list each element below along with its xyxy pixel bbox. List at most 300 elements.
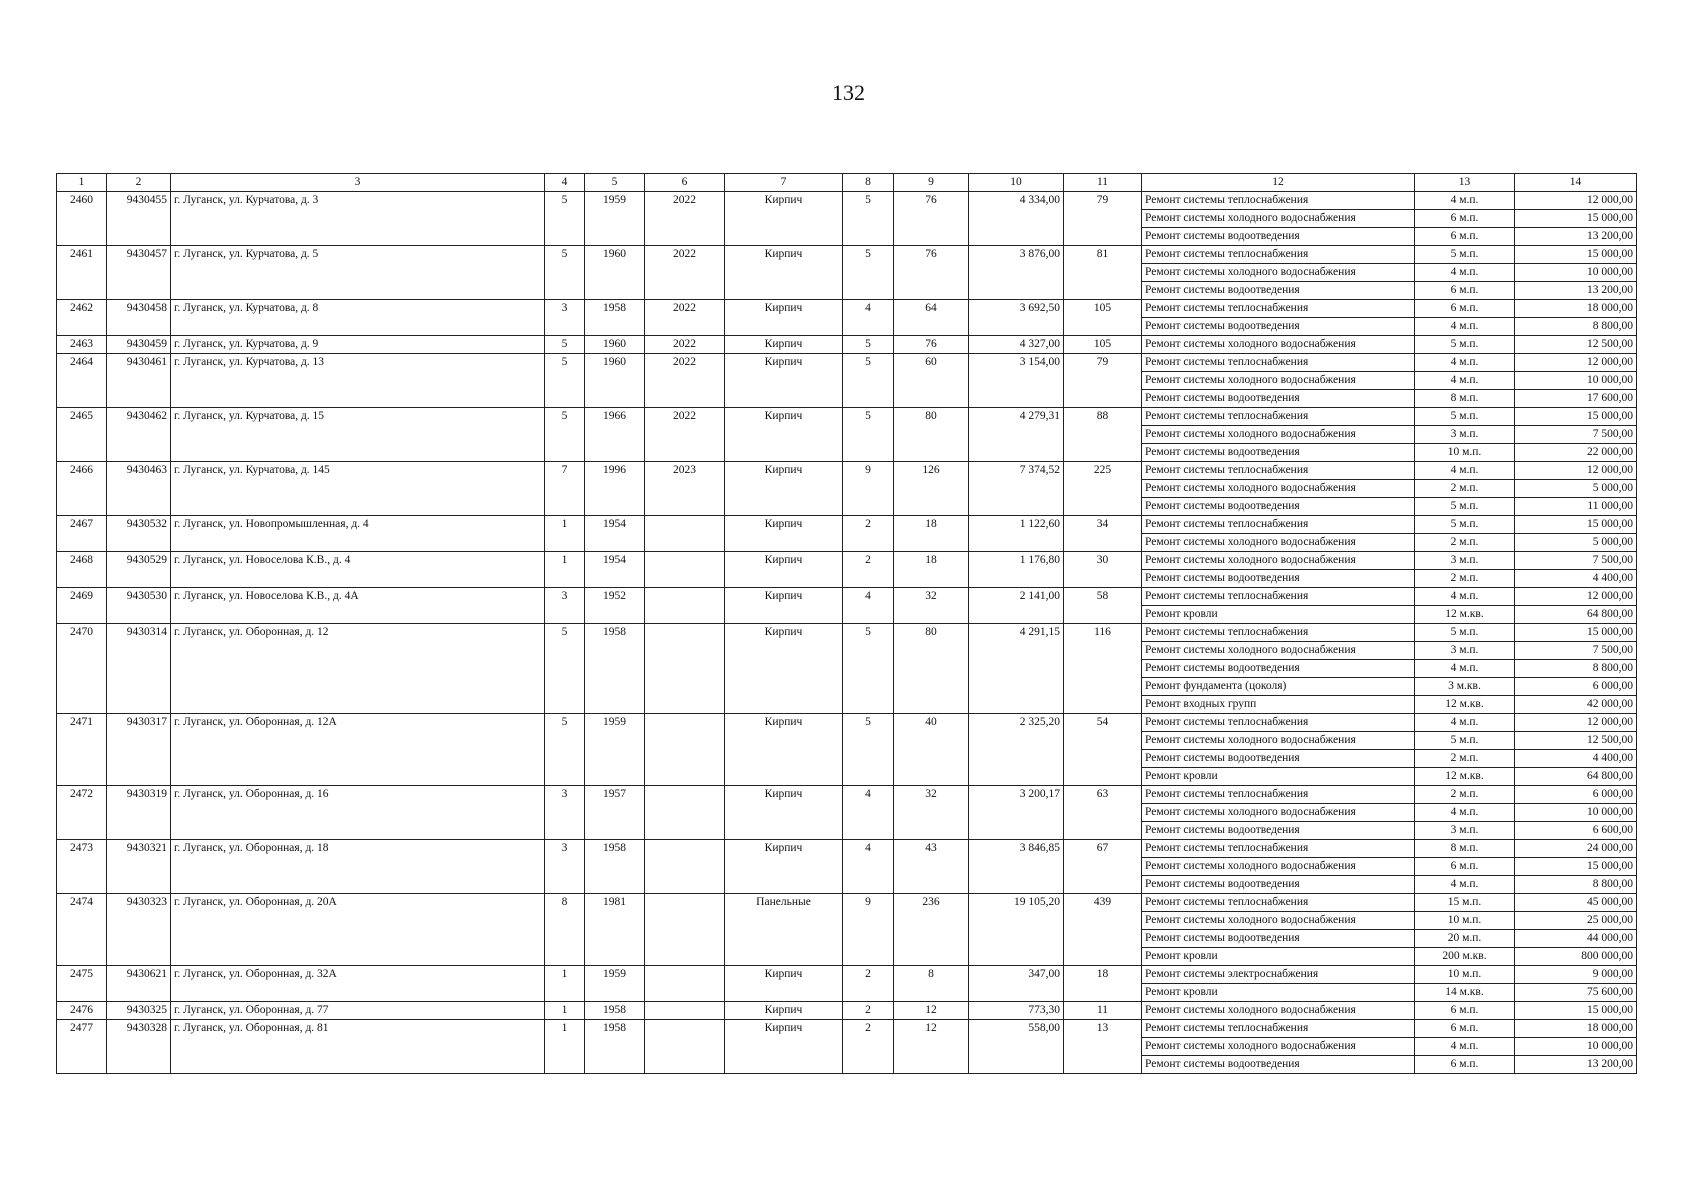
year-built-cell: 1959 [585, 966, 645, 1002]
table-row [57, 462, 1637, 480]
work-type-cell: Ремонт системы теплоснабжения [1142, 246, 1415, 264]
work-volume-cell: 3 м.п. [1415, 426, 1515, 444]
apartments-cell: 80 [894, 408, 969, 462]
work-volume-cell: 6 м.п. [1415, 300, 1515, 318]
wall-material-cell: Кирпич [725, 192, 843, 246]
table-row [57, 408, 1637, 426]
planned-year-cell [645, 1002, 725, 1020]
work-volume-cell: 4 м.п. [1415, 1038, 1515, 1056]
object-code: 9430529 [107, 552, 171, 588]
floors-cell: 3 [545, 300, 585, 336]
work-volume-cell: 5 м.п. [1415, 336, 1515, 354]
work-volume-cell: 6 м.п. [1415, 228, 1515, 246]
row-number: 2477 [57, 1020, 107, 1074]
row-number: 2472 [57, 786, 107, 840]
table-row [57, 192, 1637, 210]
area-cell: 3 876,00 [969, 246, 1064, 300]
work-type-cell: Ремонт системы холодного водоснабжения [1142, 1038, 1415, 1056]
work-cost-cell: 18 000,00 [1515, 1020, 1637, 1038]
apartments-cell: 40 [894, 714, 969, 786]
floors-cell: 5 [545, 714, 585, 786]
work-cost-cell: 15 000,00 [1515, 210, 1637, 228]
column-8-cell: 5 [843, 336, 894, 354]
object-code: 9430323 [107, 894, 171, 966]
residents-cell: 79 [1064, 354, 1142, 408]
apartments-cell: 126 [894, 462, 969, 516]
work-cost-cell: 5 000,00 [1515, 534, 1637, 552]
work-cost-cell: 15 000,00 [1515, 516, 1637, 534]
area-cell: 4 291,15 [969, 624, 1064, 714]
work-volume-cell: 2 м.п. [1415, 570, 1515, 588]
address-cell: г. Луганск, ул. Оборонная, д. 32А [171, 966, 545, 1002]
work-volume-cell: 12 м.кв. [1415, 768, 1515, 786]
residents-cell: 58 [1064, 588, 1142, 624]
work-type-cell: Ремонт системы теплоснабжения [1142, 192, 1415, 210]
year-built-cell: 1959 [585, 192, 645, 246]
year-built-cell: 1958 [585, 1002, 645, 1020]
work-cost-cell: 13 200,00 [1515, 1056, 1637, 1074]
apartments-cell: 64 [894, 300, 969, 336]
table-row [57, 354, 1637, 372]
column-8-cell: 4 [843, 786, 894, 840]
work-volume-cell: 2 м.п. [1415, 786, 1515, 804]
column-8-cell: 2 [843, 1002, 894, 1020]
table-header [57, 174, 1637, 192]
apartments-cell: 76 [894, 246, 969, 300]
area-cell: 1 176,80 [969, 552, 1064, 588]
area-cell: 1 122,60 [969, 516, 1064, 552]
work-type-cell: Ремонт системы холодного водоснабжения [1142, 552, 1415, 570]
work-volume-cell: 2 м.п. [1415, 534, 1515, 552]
apartments-cell: 80 [894, 624, 969, 714]
work-cost-cell: 8 800,00 [1515, 660, 1637, 678]
object-code: 9430530 [107, 588, 171, 624]
work-cost-cell: 15 000,00 [1515, 624, 1637, 642]
address-cell: г. Луганск, ул. Оборонная, д. 18 [171, 840, 545, 894]
area-cell: 3 200,17 [969, 786, 1064, 840]
work-type-cell: Ремонт кровли [1142, 606, 1415, 624]
apartments-cell: 236 [894, 894, 969, 966]
work-volume-cell: 8 м.п. [1415, 390, 1515, 408]
work-volume-cell: 4 м.п. [1415, 372, 1515, 390]
address-cell: г. Луганск, ул. Оборонная, д. 20А [171, 894, 545, 966]
work-type-cell: Ремонт системы теплоснабжения [1142, 1020, 1415, 1038]
work-cost-cell: 17 600,00 [1515, 390, 1637, 408]
work-type-cell: Ремонт системы холодного водоснабжения [1142, 480, 1415, 498]
work-type-cell: Ремонт системы холодного водоснабжения [1142, 426, 1415, 444]
work-cost-cell: 8 800,00 [1515, 876, 1637, 894]
area-cell: 4 334,00 [969, 192, 1064, 246]
table-row [57, 894, 1637, 912]
work-cost-cell: 12 000,00 [1515, 714, 1637, 732]
address-cell: г. Луганск, ул. Курчатова, д. 5 [171, 246, 545, 300]
work-cost-cell: 11 000,00 [1515, 498, 1637, 516]
work-volume-cell: 5 м.п. [1415, 246, 1515, 264]
residents-cell: 30 [1064, 552, 1142, 588]
column-header: 6 [645, 174, 725, 192]
apartments-cell: 12 [894, 1002, 969, 1020]
table-body [57, 192, 1637, 1074]
work-volume-cell: 20 м.п. [1415, 930, 1515, 948]
work-cost-cell: 7 500,00 [1515, 552, 1637, 570]
row-number: 2471 [57, 714, 107, 786]
work-volume-cell: 12 м.кв. [1415, 606, 1515, 624]
year-built-cell: 1954 [585, 552, 645, 588]
column-8-cell: 2 [843, 516, 894, 552]
work-type-cell: Ремонт системы холодного водоснабжения [1142, 858, 1415, 876]
planned-year-cell [645, 1020, 725, 1074]
work-volume-cell: 6 м.п. [1415, 858, 1515, 876]
work-type-cell: Ремонт системы холодного водоснабжения [1142, 1002, 1415, 1020]
work-type-cell: Ремонт системы водоотведения [1142, 498, 1415, 516]
work-cost-cell: 8 800,00 [1515, 318, 1637, 336]
column-header: 9 [894, 174, 969, 192]
column-8-cell: 4 [843, 300, 894, 336]
work-type-cell: Ремонт системы водоотведения [1142, 1056, 1415, 1074]
work-type-cell: Ремонт системы водоотведения [1142, 750, 1415, 768]
column-8-cell: 4 [843, 588, 894, 624]
work-type-cell: Ремонт системы теплоснабжения [1142, 894, 1415, 912]
planned-year-cell [645, 966, 725, 1002]
wall-material-cell: Кирпич [725, 1020, 843, 1074]
work-type-cell: Ремонт системы холодного водоснабжения [1142, 912, 1415, 930]
work-type-cell: Ремонт фундамента (цоколя) [1142, 678, 1415, 696]
row-number: 2465 [57, 408, 107, 462]
year-built-cell: 1959 [585, 714, 645, 786]
area-cell: 3 154,00 [969, 354, 1064, 408]
row-number: 2473 [57, 840, 107, 894]
wall-material-cell: Кирпич [725, 336, 843, 354]
work-volume-cell: 4 м.п. [1415, 192, 1515, 210]
work-type-cell: Ремонт системы электроснабжения [1142, 966, 1415, 984]
work-cost-cell: 6 000,00 [1515, 786, 1637, 804]
column-header: 3 [171, 174, 545, 192]
table-row [57, 714, 1637, 732]
work-volume-cell: 4 м.п. [1415, 588, 1515, 606]
row-number: 2475 [57, 966, 107, 1002]
area-cell: 347,00 [969, 966, 1064, 1002]
residents-cell: 18 [1064, 966, 1142, 1002]
area-cell: 2 325,20 [969, 714, 1064, 786]
apartments-cell: 8 [894, 966, 969, 1002]
column-8-cell: 2 [843, 552, 894, 588]
address-cell: г. Луганск, ул. Оборонная, д. 81 [171, 1020, 545, 1074]
table-row [57, 588, 1637, 606]
work-cost-cell: 15 000,00 [1515, 246, 1637, 264]
residents-cell: 63 [1064, 786, 1142, 840]
row-number: 2462 [57, 300, 107, 336]
address-cell: г. Луганск, ул. Новоселова К.В., д. 4А [171, 588, 545, 624]
year-built-cell: 1966 [585, 408, 645, 462]
work-volume-cell: 10 м.п. [1415, 444, 1515, 462]
work-cost-cell: 9 000,00 [1515, 966, 1637, 984]
address-cell: г. Луганск, ул. Курчатова, д. 15 [171, 408, 545, 462]
work-type-cell: Ремонт системы холодного водоснабжения [1142, 534, 1415, 552]
wall-material-cell: Кирпич [725, 408, 843, 462]
column-header: 8 [843, 174, 894, 192]
apartments-cell: 43 [894, 840, 969, 894]
work-volume-cell: 4 м.п. [1415, 354, 1515, 372]
floors-cell: 5 [545, 624, 585, 714]
planned-year-cell [645, 516, 725, 552]
work-type-cell: Ремонт системы холодного водоснабжения [1142, 804, 1415, 822]
apartments-cell: 32 [894, 786, 969, 840]
work-volume-cell: 4 м.п. [1415, 804, 1515, 822]
work-type-cell: Ремонт входных групп [1142, 696, 1415, 714]
address-cell: г. Луганск, ул. Курчатова, д. 145 [171, 462, 545, 516]
address-cell: г. Луганск, ул. Оборонная, д. 16 [171, 786, 545, 840]
table-row [57, 966, 1637, 984]
work-cost-cell: 42 000,00 [1515, 696, 1637, 714]
work-volume-cell: 15 м.п. [1415, 894, 1515, 912]
wall-material-cell: Кирпич [725, 300, 843, 336]
planned-year-cell [645, 894, 725, 966]
wall-material-cell: Кирпич [725, 1002, 843, 1020]
object-code: 9430532 [107, 516, 171, 552]
floors-cell: 5 [545, 408, 585, 462]
residents-cell: 67 [1064, 840, 1142, 894]
object-code: 9430462 [107, 408, 171, 462]
table-row [57, 1020, 1637, 1038]
object-code: 9430457 [107, 246, 171, 300]
page-number: 132 [832, 80, 865, 105]
table-row [57, 246, 1637, 264]
work-cost-cell: 22 000,00 [1515, 444, 1637, 462]
table-row [57, 552, 1637, 570]
work-cost-cell: 75 600,00 [1515, 984, 1637, 1002]
object-code: 9430328 [107, 1020, 171, 1074]
wall-material-cell: Кирпич [725, 246, 843, 300]
wall-material-cell: Кирпич [725, 462, 843, 516]
planned-year-cell: 2022 [645, 354, 725, 408]
row-number: 2468 [57, 552, 107, 588]
work-cost-cell: 12 500,00 [1515, 336, 1637, 354]
wall-material-cell: Кирпич [725, 840, 843, 894]
work-type-cell: Ремонт системы теплоснабжения [1142, 624, 1415, 642]
area-cell: 3 692,50 [969, 300, 1064, 336]
residents-cell: 11 [1064, 1002, 1142, 1020]
work-cost-cell: 10 000,00 [1515, 1038, 1637, 1056]
work-cost-cell: 4 400,00 [1515, 570, 1637, 588]
floors-cell: 3 [545, 840, 585, 894]
wall-material-cell: Кирпич [725, 714, 843, 786]
column-header: 5 [585, 174, 645, 192]
area-cell: 773,30 [969, 1002, 1064, 1020]
row-number: 2469 [57, 588, 107, 624]
work-volume-cell: 5 м.п. [1415, 624, 1515, 642]
object-code: 9430458 [107, 300, 171, 336]
column-8-cell: 2 [843, 966, 894, 1002]
work-volume-cell: 5 м.п. [1415, 498, 1515, 516]
work-type-cell: Ремонт системы водоотведения [1142, 570, 1415, 588]
work-type-cell: Ремонт системы теплоснабжения [1142, 408, 1415, 426]
address-cell: г. Луганск, ул. Новопромышленная, д. 4 [171, 516, 545, 552]
planned-year-cell [645, 552, 725, 588]
floors-cell: 1 [545, 516, 585, 552]
year-built-cell: 1957 [585, 786, 645, 840]
year-built-cell: 1952 [585, 588, 645, 624]
year-built-cell: 1996 [585, 462, 645, 516]
planned-year-cell: 2022 [645, 408, 725, 462]
work-volume-cell: 3 м.п. [1415, 642, 1515, 660]
work-cost-cell: 5 000,00 [1515, 480, 1637, 498]
work-type-cell: Ремонт системы холодного водоснабжения [1142, 264, 1415, 282]
year-built-cell: 1960 [585, 354, 645, 408]
header-row [57, 174, 1637, 192]
object-code: 9430455 [107, 192, 171, 246]
year-built-cell: 1954 [585, 516, 645, 552]
work-cost-cell: 12 000,00 [1515, 588, 1637, 606]
year-built-cell: 1981 [585, 894, 645, 966]
floors-cell: 5 [545, 192, 585, 246]
work-volume-cell: 8 м.п. [1415, 840, 1515, 858]
object-code: 9430321 [107, 840, 171, 894]
column-header: 11 [1064, 174, 1142, 192]
row-number: 2461 [57, 246, 107, 300]
object-code: 9430463 [107, 462, 171, 516]
column-header: 1 [57, 174, 107, 192]
area-cell: 7 374,52 [969, 462, 1064, 516]
year-built-cell: 1958 [585, 840, 645, 894]
table-row [57, 1002, 1637, 1020]
planned-year-cell: 2022 [645, 246, 725, 300]
residents-cell: 439 [1064, 894, 1142, 966]
work-type-cell: Ремонт системы теплоснабжения [1142, 462, 1415, 480]
object-code: 9430314 [107, 624, 171, 714]
floors-cell: 1 [545, 552, 585, 588]
table-row [57, 786, 1637, 804]
address-cell: г. Луганск, ул. Курчатова, д. 3 [171, 192, 545, 246]
column-8-cell: 5 [843, 192, 894, 246]
residents-cell: 81 [1064, 246, 1142, 300]
work-cost-cell: 10 000,00 [1515, 372, 1637, 390]
year-built-cell: 1958 [585, 300, 645, 336]
apartments-cell: 60 [894, 354, 969, 408]
work-volume-cell: 4 м.п. [1415, 660, 1515, 678]
planned-year-cell [645, 786, 725, 840]
work-volume-cell: 6 м.п. [1415, 282, 1515, 300]
work-cost-cell: 12 000,00 [1515, 354, 1637, 372]
row-number: 2467 [57, 516, 107, 552]
wall-material-cell: Кирпич [725, 516, 843, 552]
work-volume-cell: 2 м.п. [1415, 750, 1515, 768]
object-code: 9430319 [107, 786, 171, 840]
work-volume-cell: 6 м.п. [1415, 210, 1515, 228]
work-volume-cell: 10 м.п. [1415, 966, 1515, 984]
table-row [57, 624, 1637, 642]
floors-cell: 5 [545, 246, 585, 300]
residents-cell: 225 [1064, 462, 1142, 516]
floors-cell: 5 [545, 354, 585, 408]
column-header: 12 [1142, 174, 1415, 192]
work-volume-cell: 12 м.кв. [1415, 696, 1515, 714]
work-cost-cell: 25 000,00 [1515, 912, 1637, 930]
work-type-cell: Ремонт кровли [1142, 948, 1415, 966]
floors-cell: 1 [545, 1020, 585, 1074]
planned-year-cell [645, 588, 725, 624]
column-8-cell: 5 [843, 246, 894, 300]
planned-year-cell [645, 714, 725, 786]
work-volume-cell: 6 м.п. [1415, 1002, 1515, 1020]
work-cost-cell: 13 200,00 [1515, 228, 1637, 246]
work-type-cell: Ремонт системы теплоснабжения [1142, 516, 1415, 534]
address-cell: г. Луганск, ул. Оборонная, д. 77 [171, 1002, 545, 1020]
work-type-cell: Ремонт системы холодного водоснабжения [1142, 642, 1415, 660]
table-row [57, 300, 1637, 318]
work-cost-cell: 7 500,00 [1515, 642, 1637, 660]
area-cell: 3 846,85 [969, 840, 1064, 894]
column-8-cell: 9 [843, 894, 894, 966]
object-code: 9430459 [107, 336, 171, 354]
work-type-cell: Ремонт системы теплоснабжения [1142, 300, 1415, 318]
address-cell: г. Луганск, ул. Курчатова, д. 8 [171, 300, 545, 336]
work-volume-cell: 4 м.п. [1415, 318, 1515, 336]
row-number: 2463 [57, 336, 107, 354]
planned-year-cell: 2022 [645, 336, 725, 354]
work-cost-cell: 15 000,00 [1515, 858, 1637, 876]
row-number: 2460 [57, 192, 107, 246]
work-type-cell: Ремонт системы водоотведения [1142, 822, 1415, 840]
wall-material-cell: Панельные [725, 894, 843, 966]
work-volume-cell: 5 м.п. [1415, 516, 1515, 534]
work-volume-cell: 4 м.п. [1415, 876, 1515, 894]
object-code: 9430325 [107, 1002, 171, 1020]
address-cell: г. Луганск, ул. Оборонная, д. 12А [171, 714, 545, 786]
wall-material-cell: Кирпич [725, 588, 843, 624]
year-built-cell: 1960 [585, 246, 645, 300]
work-volume-cell: 6 м.п. [1415, 1020, 1515, 1038]
work-type-cell: Ремонт системы водоотведения [1142, 318, 1415, 336]
row-number: 2464 [57, 354, 107, 408]
object-code: 9430461 [107, 354, 171, 408]
residents-cell: 34 [1064, 516, 1142, 552]
column-8-cell: 4 [843, 840, 894, 894]
work-cost-cell: 12 500,00 [1515, 732, 1637, 750]
work-type-cell: Ремонт кровли [1142, 984, 1415, 1002]
planned-year-cell [645, 624, 725, 714]
column-8-cell: 9 [843, 462, 894, 516]
wall-material-cell: Кирпич [725, 354, 843, 408]
planned-year-cell [645, 840, 725, 894]
work-volume-cell: 4 м.п. [1415, 714, 1515, 732]
table-row [57, 516, 1637, 534]
work-type-cell: Ремонт системы теплоснабжения [1142, 786, 1415, 804]
apartments-cell: 18 [894, 516, 969, 552]
work-cost-cell: 7 500,00 [1515, 426, 1637, 444]
work-volume-cell: 3 м.п. [1415, 822, 1515, 840]
work-cost-cell: 12 000,00 [1515, 462, 1637, 480]
address-cell: г. Луганск, ул. Курчатова, д. 9 [171, 336, 545, 354]
work-type-cell: Ремонт системы водоотведения [1142, 660, 1415, 678]
residents-cell: 88 [1064, 408, 1142, 462]
apartments-cell: 76 [894, 192, 969, 246]
column-8-cell: 5 [843, 624, 894, 714]
residents-cell: 105 [1064, 300, 1142, 336]
work-cost-cell: 10 000,00 [1515, 264, 1637, 282]
column-8-cell: 2 [843, 1020, 894, 1074]
planned-year-cell: 2023 [645, 462, 725, 516]
area-cell: 2 141,00 [969, 588, 1064, 624]
column-header: 4 [545, 174, 585, 192]
work-cost-cell: 15 000,00 [1515, 408, 1637, 426]
floors-cell: 1 [545, 1002, 585, 1020]
floors-cell: 7 [545, 462, 585, 516]
housing-repair-table [56, 173, 1637, 1074]
work-cost-cell: 800 000,00 [1515, 948, 1637, 966]
floors-cell: 1 [545, 966, 585, 1002]
work-type-cell: Ремонт системы холодного водоснабжения [1142, 732, 1415, 750]
floors-cell: 5 [545, 336, 585, 354]
